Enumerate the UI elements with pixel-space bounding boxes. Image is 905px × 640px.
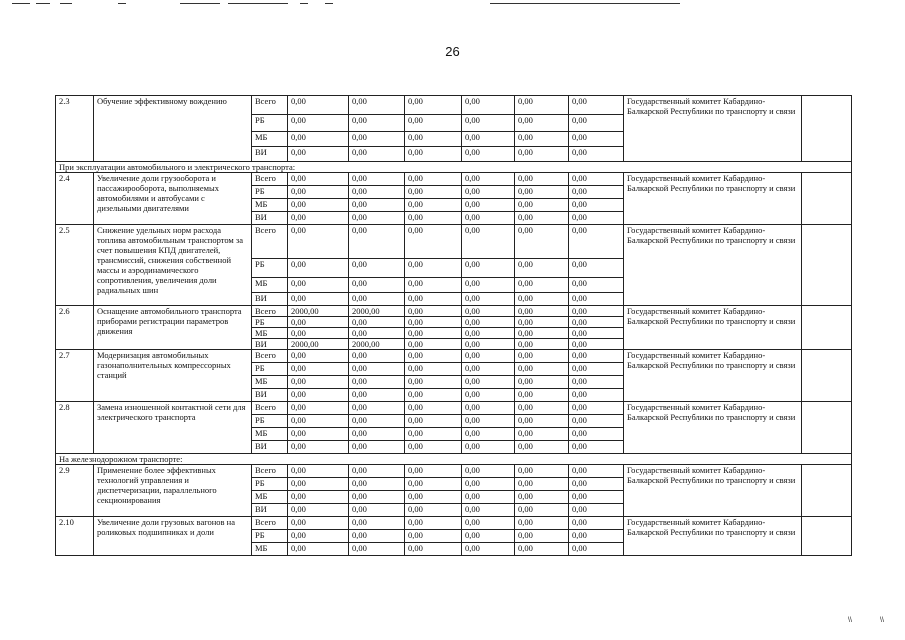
table-row xyxy=(56,465,852,478)
funding-value: 0,00 xyxy=(569,465,624,478)
funding-value: 0,00 xyxy=(349,530,405,543)
funding-value: 0,00 xyxy=(349,293,405,306)
funding-value: 0,00 xyxy=(569,328,624,339)
funding-value: 0,00 xyxy=(288,441,349,454)
funding-value: 0,00 xyxy=(349,225,405,259)
funding-value: 0,00 xyxy=(349,173,405,186)
funding-source: МБ xyxy=(252,376,288,389)
funding-value: 0,00 xyxy=(462,147,515,162)
funding-value: 0,00 xyxy=(288,428,349,441)
funding-source: РБ xyxy=(252,317,288,328)
funding-value: 0,00 xyxy=(462,415,515,428)
funding-value: 0,00 xyxy=(515,504,569,517)
funding-value: 0,00 xyxy=(405,212,462,225)
funding-value: 0,00 xyxy=(405,173,462,186)
funding-source: МБ xyxy=(252,543,288,556)
funding-value: 2000,00 xyxy=(288,306,349,317)
responsible-executor: Государственный комитет Кабардино-Балкарской Республики по транспорту и связи xyxy=(624,350,802,402)
funding-value: 0,00 xyxy=(462,278,515,293)
funding-value: 0,00 xyxy=(405,363,462,376)
funding-value: 0,00 xyxy=(349,478,405,491)
table-row xyxy=(56,402,852,415)
measure-number: 2.10 xyxy=(56,517,94,556)
funding-value: 0,00 xyxy=(515,132,569,147)
funding-value: 0,00 xyxy=(405,278,462,293)
funding-value: 0,00 xyxy=(569,186,624,199)
funding-value: 0,00 xyxy=(349,465,405,478)
funding-value: 0,00 xyxy=(288,199,349,212)
page-number: 26 xyxy=(445,44,460,59)
measure-number: 2.6 xyxy=(56,306,94,350)
funding-value: 0,00 xyxy=(405,530,462,543)
funding-value: 0,00 xyxy=(569,504,624,517)
responsible-executor: Государственный комитет Кабардино-Балкарской Республики по транспорту и связи xyxy=(624,96,802,162)
funding-value: 0,00 xyxy=(515,199,569,212)
funding-value: 0,00 xyxy=(405,428,462,441)
responsible-executor: Государственный комитет Кабардино-Балкарской Республики по транспорту и связи xyxy=(624,465,802,517)
funding-source: ВИ xyxy=(252,504,288,517)
funding-value: 0,00 xyxy=(288,212,349,225)
funding-value: 0,00 xyxy=(349,402,405,415)
measure-number: 2.5 xyxy=(56,225,94,306)
funding-source: Всего xyxy=(252,517,288,530)
responsible-executor: Государственный комитет Кабардино-Балкарской Республики по транспорту и связи xyxy=(624,225,802,306)
funding-source: Всего xyxy=(252,306,288,317)
table-row xyxy=(56,517,852,530)
empty-cell xyxy=(802,173,852,225)
funding-value: 0,00 xyxy=(349,212,405,225)
funding-value: 0,00 xyxy=(405,415,462,428)
funding-value: 0,00 xyxy=(349,96,405,115)
funding-source: МБ xyxy=(252,491,288,504)
funding-source: РБ xyxy=(252,478,288,491)
funding-value: 0,00 xyxy=(515,259,569,278)
funding-value: 0,00 xyxy=(405,317,462,328)
funding-value: 0,00 xyxy=(515,306,569,317)
funding-value: 0,00 xyxy=(569,225,624,259)
table-row xyxy=(56,96,852,115)
funding-value: 0,00 xyxy=(288,328,349,339)
funding-value: 0,00 xyxy=(405,132,462,147)
funding-value: 0,00 xyxy=(569,339,624,350)
table-row xyxy=(56,306,852,317)
measure-number: 2.3 xyxy=(56,96,94,162)
footer-mark: \\ xyxy=(880,617,884,624)
funding-value: 0,00 xyxy=(349,115,405,132)
funding-value: 0,00 xyxy=(288,186,349,199)
funding-value: 0,00 xyxy=(462,465,515,478)
funding-value: 0,00 xyxy=(515,517,569,530)
funding-value: 0,00 xyxy=(288,504,349,517)
funding-value: 0,00 xyxy=(515,415,569,428)
funding-value: 0,00 xyxy=(462,428,515,441)
measure-name: Замена изношенной контактной сети для электрического транспорта xyxy=(94,402,252,454)
measure-name: Снижение удельных норм расхода топлива автомобильным транспортом за счет повышения КПД двигателей, трансмиссий, снижения собственной массы и аэродинамического сопротивления, увеличения доли радиальных шин xyxy=(94,225,252,306)
funding-value: 0,00 xyxy=(462,517,515,530)
funding-source: РБ xyxy=(252,259,288,278)
funding-value: 0,00 xyxy=(288,259,349,278)
measure-name: Увеличение доли грузооборота и пассажирооборота, выполняемых автомобилями и автобусами с дизельными двигателями xyxy=(94,173,252,225)
funding-source: МБ xyxy=(252,199,288,212)
measure-number: 2.4 xyxy=(56,173,94,225)
funding-value: 0,00 xyxy=(462,306,515,317)
funding-value: 0,00 xyxy=(462,543,515,556)
funding-value: 0,00 xyxy=(288,225,349,259)
funding-source: ВИ xyxy=(252,339,288,350)
funding-value: 0,00 xyxy=(349,376,405,389)
funding-value: 0,00 xyxy=(515,278,569,293)
funding-value: 0,00 xyxy=(349,278,405,293)
empty-cell xyxy=(802,402,852,454)
funding-value: 0,00 xyxy=(288,96,349,115)
funding-value: 0,00 xyxy=(288,147,349,162)
funding-value: 0,00 xyxy=(288,415,349,428)
funding-value: 0,00 xyxy=(462,339,515,350)
footer-mark: \\ xyxy=(848,617,852,624)
funding-value: 0,00 xyxy=(462,478,515,491)
empty-cell xyxy=(802,350,852,402)
funding-value: 0,00 xyxy=(515,96,569,115)
funding-source: Всего xyxy=(252,96,288,115)
funding-value: 0,00 xyxy=(569,376,624,389)
funding-value: 0,00 xyxy=(349,428,405,441)
responsible-executor: Государственный комитет Кабардино-Балкарской Республики по транспорту и связи xyxy=(624,517,802,556)
funding-value: 0,00 xyxy=(288,478,349,491)
funding-value: 0,00 xyxy=(515,491,569,504)
funding-value: 0,00 xyxy=(462,317,515,328)
funding-value: 0,00 xyxy=(288,293,349,306)
funding-value: 0,00 xyxy=(515,212,569,225)
funding-value: 0,00 xyxy=(349,363,405,376)
funding-value: 0,00 xyxy=(569,306,624,317)
funding-source: ВИ xyxy=(252,441,288,454)
funding-value: 0,00 xyxy=(569,363,624,376)
table-body xyxy=(56,96,852,556)
funding-value: 0,00 xyxy=(288,389,349,402)
section-row xyxy=(56,454,852,465)
funding-value: 0,00 xyxy=(349,259,405,278)
funding-value: 0,00 xyxy=(569,212,624,225)
funding-value: 0,00 xyxy=(405,225,462,259)
funding-value: 0,00 xyxy=(462,259,515,278)
funding-value: 0,00 xyxy=(405,350,462,363)
funding-value: 0,00 xyxy=(569,173,624,186)
section-row xyxy=(56,162,852,173)
funding-value: 0,00 xyxy=(569,115,624,132)
funding-source: РБ xyxy=(252,186,288,199)
funding-value: 0,00 xyxy=(515,147,569,162)
funding-value: 0,00 xyxy=(569,543,624,556)
funding-value: 0,00 xyxy=(405,259,462,278)
funding-value: 0,00 xyxy=(569,517,624,530)
funding-value: 0,00 xyxy=(515,350,569,363)
funding-value: 0,00 xyxy=(569,530,624,543)
funding-value: 0,00 xyxy=(515,402,569,415)
funding-value: 0,00 xyxy=(515,376,569,389)
funding-value: 0,00 xyxy=(288,317,349,328)
funding-source: МБ xyxy=(252,278,288,293)
funding-value: 0,00 xyxy=(405,186,462,199)
table-row xyxy=(56,173,852,186)
measure-name: Применение более эффективных технологий управления и диспетчеризации, параллельного секционирования xyxy=(94,465,252,517)
responsible-executor: Государственный комитет Кабардино-Балкарской Республики по транспорту и связи xyxy=(624,306,802,350)
empty-cell xyxy=(802,225,852,306)
funding-value: 0,00 xyxy=(405,478,462,491)
funding-value: 0,00 xyxy=(462,389,515,402)
funding-value: 0,00 xyxy=(462,199,515,212)
funding-value: 0,00 xyxy=(462,530,515,543)
funding-source: РБ xyxy=(252,415,288,428)
funding-source: РБ xyxy=(252,363,288,376)
funding-source: ВИ xyxy=(252,293,288,306)
funding-value: 0,00 xyxy=(569,317,624,328)
funding-value: 0,00 xyxy=(462,328,515,339)
funding-value: 0,00 xyxy=(569,96,624,115)
funding-value: 0,00 xyxy=(288,376,349,389)
funding-value: 0,00 xyxy=(515,317,569,328)
funding-source: ВИ xyxy=(252,212,288,225)
measure-number: 2.9 xyxy=(56,465,94,517)
table-row xyxy=(56,225,852,259)
funding-value: 0,00 xyxy=(349,328,405,339)
funding-source: МБ xyxy=(252,132,288,147)
funding-value: 0,00 xyxy=(288,173,349,186)
empty-cell xyxy=(802,517,852,556)
funding-value: 0,00 xyxy=(349,350,405,363)
funding-value: 0,00 xyxy=(349,147,405,162)
funding-value: 0,00 xyxy=(515,225,569,259)
funding-value: 0,00 xyxy=(349,415,405,428)
funding-value: 0,00 xyxy=(405,328,462,339)
funding-value: 0,00 xyxy=(515,389,569,402)
funding-value: 0,00 xyxy=(288,115,349,132)
funding-value: 0,00 xyxy=(569,293,624,306)
measure-name: Оснащение автомобильного транспорта приборами регистрации параметров движения xyxy=(94,306,252,350)
funding-value: 0,00 xyxy=(515,173,569,186)
funding-value: 0,00 xyxy=(405,339,462,350)
measure-number: 2.8 xyxy=(56,402,94,454)
funding-value: 0,00 xyxy=(515,339,569,350)
funding-source: Всего xyxy=(252,402,288,415)
funding-value: 0,00 xyxy=(462,293,515,306)
funding-value: 0,00 xyxy=(569,199,624,212)
funding-value: 0,00 xyxy=(515,428,569,441)
funding-source: РБ xyxy=(252,530,288,543)
funding-value: 0,00 xyxy=(349,389,405,402)
funding-value: 0,00 xyxy=(515,465,569,478)
funding-value: 0,00 xyxy=(405,115,462,132)
funding-value: 0,00 xyxy=(405,504,462,517)
funding-value: 0,00 xyxy=(405,96,462,115)
funding-value: 0,00 xyxy=(405,543,462,556)
funding-value: 0,00 xyxy=(405,402,462,415)
funding-value: 0,00 xyxy=(462,491,515,504)
scan-header-marks xyxy=(0,0,905,8)
funding-value: 0,00 xyxy=(515,478,569,491)
funding-value: 0,00 xyxy=(569,478,624,491)
funding-source: МБ xyxy=(252,328,288,339)
funding-value: 0,00 xyxy=(462,212,515,225)
funding-value: 2000,00 xyxy=(349,339,405,350)
funding-value: 0,00 xyxy=(349,441,405,454)
funding-value: 0,00 xyxy=(569,415,624,428)
funding-value: 0,00 xyxy=(569,259,624,278)
empty-cell xyxy=(802,96,852,162)
funding-value: 0,00 xyxy=(349,132,405,147)
measure-name: Модернизация автомобильных газонаполнительных компрессорных станций xyxy=(94,350,252,402)
funding-value: 0,00 xyxy=(349,504,405,517)
funding-value: 0,00 xyxy=(462,402,515,415)
funding-value: 0,00 xyxy=(462,441,515,454)
funding-value: 2000,00 xyxy=(288,339,349,350)
funding-source: ВИ xyxy=(252,147,288,162)
funding-value: 0,00 xyxy=(569,350,624,363)
funding-value: 0,00 xyxy=(462,186,515,199)
funding-value: 0,00 xyxy=(405,147,462,162)
funding-value: 0,00 xyxy=(515,530,569,543)
funding-value: 0,00 xyxy=(462,173,515,186)
funding-value: 0,00 xyxy=(569,428,624,441)
funding-source: Всего xyxy=(252,225,288,259)
measure-name: Обучение эффективному вождению xyxy=(94,96,252,162)
funding-value: 2000,00 xyxy=(349,306,405,317)
funding-source: РБ xyxy=(252,115,288,132)
funding-source: Всего xyxy=(252,173,288,186)
funding-value: 0,00 xyxy=(288,543,349,556)
funding-value: 0,00 xyxy=(405,441,462,454)
funding-value: 0,00 xyxy=(288,350,349,363)
funding-value: 0,00 xyxy=(515,293,569,306)
funding-value: 0,00 xyxy=(405,199,462,212)
funding-value: 0,00 xyxy=(405,465,462,478)
section-title: При эксплуатации автомобильного и электрического транспорта: xyxy=(56,162,852,173)
funding-value: 0,00 xyxy=(349,199,405,212)
funding-value: 0,00 xyxy=(569,389,624,402)
funding-value: 0,00 xyxy=(288,132,349,147)
funding-value: 0,00 xyxy=(462,132,515,147)
funding-value: 0,00 xyxy=(462,115,515,132)
funding-value: 0,00 xyxy=(515,186,569,199)
funding-value: 0,00 xyxy=(462,504,515,517)
funding-value: 0,00 xyxy=(569,147,624,162)
funding-source: Всего xyxy=(252,350,288,363)
section-title: На железнодорожном транспорте: xyxy=(56,454,852,465)
funding-value: 0,00 xyxy=(405,376,462,389)
measure-number: 2.7 xyxy=(56,350,94,402)
responsible-executor: Государственный комитет Кабардино-Балкарской Республики по транспорту и связи xyxy=(624,173,802,225)
funding-source: МБ xyxy=(252,428,288,441)
funding-value: 0,00 xyxy=(569,132,624,147)
funding-value: 0,00 xyxy=(569,491,624,504)
funding-source: Всего xyxy=(252,465,288,478)
funding-value: 0,00 xyxy=(288,465,349,478)
funding-value: 0,00 xyxy=(569,402,624,415)
funding-value: 0,00 xyxy=(515,328,569,339)
measure-name: Увеличение доли грузовых вагонов на роликовых подшипниках и доли xyxy=(94,517,252,556)
funding-value: 0,00 xyxy=(462,376,515,389)
funding-value: 0,00 xyxy=(288,278,349,293)
funding-value: 0,00 xyxy=(462,350,515,363)
empty-cell xyxy=(802,465,852,517)
funding-value: 0,00 xyxy=(462,225,515,259)
program-measures-table xyxy=(55,95,852,556)
funding-value: 0,00 xyxy=(349,186,405,199)
funding-value: 0,00 xyxy=(515,115,569,132)
table-row xyxy=(56,350,852,363)
funding-value: 0,00 xyxy=(349,517,405,530)
funding-value: 0,00 xyxy=(288,363,349,376)
funding-value: 0,00 xyxy=(569,441,624,454)
funding-value: 0,00 xyxy=(462,96,515,115)
funding-value: 0,00 xyxy=(288,402,349,415)
funding-value: 0,00 xyxy=(405,306,462,317)
funding-value: 0,00 xyxy=(515,363,569,376)
funding-value: 0,00 xyxy=(349,543,405,556)
funding-value: 0,00 xyxy=(515,441,569,454)
funding-source: ВИ xyxy=(252,389,288,402)
funding-value: 0,00 xyxy=(288,530,349,543)
empty-cell xyxy=(802,306,852,350)
funding-value: 0,00 xyxy=(349,491,405,504)
funding-value: 0,00 xyxy=(349,317,405,328)
funding-value: 0,00 xyxy=(405,389,462,402)
funding-value: 0,00 xyxy=(288,491,349,504)
funding-value: 0,00 xyxy=(405,293,462,306)
funding-value: 0,00 xyxy=(515,543,569,556)
responsible-executor: Государственный комитет Кабардино-Балкарской Республики по транспорту и связи xyxy=(624,402,802,454)
funding-value: 0,00 xyxy=(462,363,515,376)
funding-value: 0,00 xyxy=(288,517,349,530)
funding-value: 0,00 xyxy=(405,491,462,504)
funding-value: 0,00 xyxy=(569,278,624,293)
funding-value: 0,00 xyxy=(405,517,462,530)
